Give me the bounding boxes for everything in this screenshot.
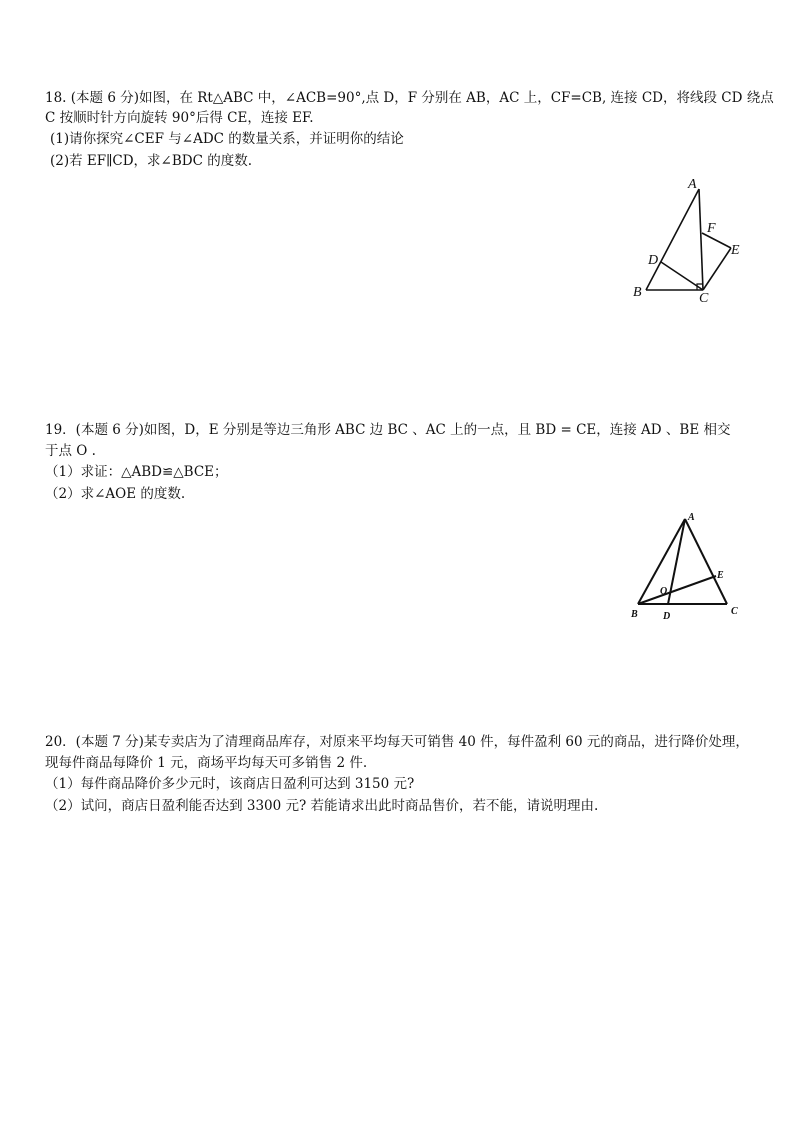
q20-stem-line1: 20．(本题 7 分)某专卖店为了清理商品库存，对原来平均每天可销售 40 件，每件盈利 60 元的商品，进行降价处理， [45, 734, 749, 750]
label-a: A [688, 177, 697, 192]
q20-stem-line2: 现每件商品每降价 1 元，商场平均每天可多销售 2 件. [45, 755, 368, 771]
q19-part1: （1）求证：△ABD≌△BCE； [45, 464, 228, 480]
label-c: C [731, 606, 738, 617]
label-a: A [688, 512, 695, 523]
label-e: E [731, 243, 740, 258]
segment-ab [646, 189, 699, 290]
q19-figure [625, 508, 750, 627]
q20-part2: （2）试问，商店日盈利能否达到 3300 元? 若能请求出此时商品售价，若不能，请说明理由. [45, 798, 599, 814]
segment-be [638, 576, 716, 604]
label-c: C [699, 291, 709, 306]
q18-stem-line2: C 按顺时针方向旋转 90°后得 CE，连接 EF. [45, 110, 314, 126]
q19-stem-line2: 于点 O . [45, 443, 96, 459]
label-d: D [663, 611, 671, 622]
segment-ac [685, 519, 727, 604]
q18-figure [625, 172, 755, 311]
label-d: D [648, 253, 659, 268]
q20-part1: （1）每件商品降价多少元时，该商店日盈利可达到 3150 元? [45, 776, 415, 792]
label-b: B [633, 285, 642, 300]
q19-stem-line1: 19．(本题 6 分)如图，D，E 分别是等边三角形 ABC 边 BC 、AC 上的一点，且 BD = CE，连接 AD 、BE 相交 [45, 422, 731, 438]
segment-ce [703, 248, 731, 290]
q19-part2: （2）求∠AOE 的度数. [45, 486, 186, 502]
q18-part2: (2)若 EF∥CD，求∠BDC 的度数. [50, 153, 252, 169]
q18-part1: (1)请你探究∠CEF 与∠ADC 的数量关系，并证明你的结论 [50, 131, 404, 147]
q18-stem-line1: 18. (本题 6 分)如图，在 Rt△ABC 中，∠ACB=90°,点 D，F 分别在 AB，AC 上，CF=CB, 连接 CD，将线段 CD 绕点 [45, 90, 774, 106]
label-o: O [660, 586, 668, 597]
label-e: E [717, 570, 724, 581]
label-f: F [707, 221, 716, 236]
segment-ad [668, 519, 685, 604]
label-b: B [631, 609, 638, 620]
segment-ac [699, 189, 703, 290]
